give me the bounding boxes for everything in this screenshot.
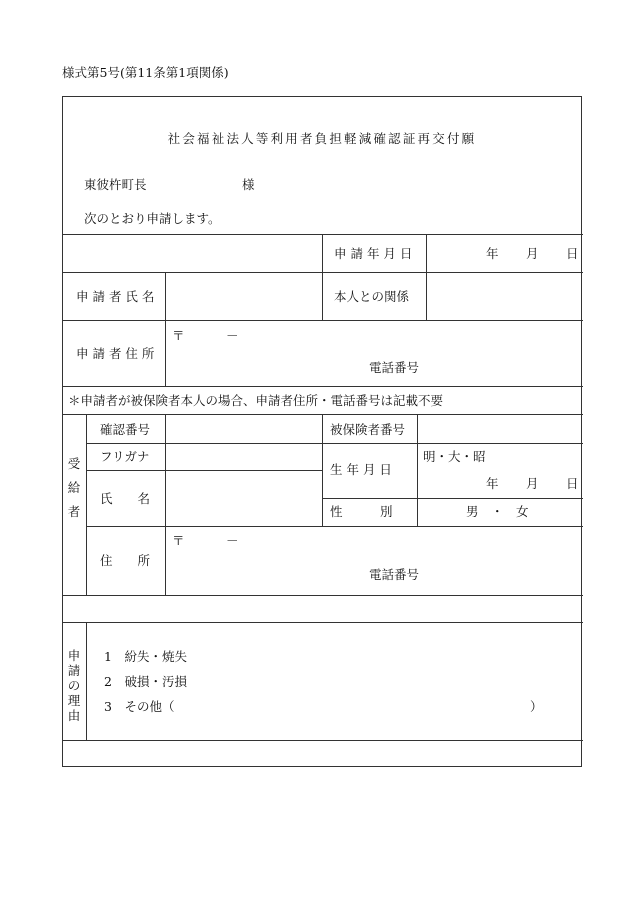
- divider: [62, 320, 583, 321]
- divider: [165, 414, 166, 595]
- divider: [322, 498, 583, 499]
- birth-date-label: 生 年 月 日: [330, 462, 392, 477]
- divider: [417, 414, 418, 526]
- relation-label: 本人との関係: [334, 289, 410, 304]
- divider: [322, 234, 323, 320]
- divider: [62, 622, 583, 623]
- divider: [86, 470, 322, 471]
- date-day-label: 日: [566, 246, 579, 261]
- divider: [86, 443, 583, 444]
- note-text: ＊申請者が被保険者本人の場合、申請者住所・電話番号は記載不要: [68, 393, 444, 408]
- addressee: 東彼杵町長: [84, 177, 147, 192]
- divider: [62, 386, 583, 387]
- applicant-address-label: 申 請 者 住 所: [76, 346, 155, 361]
- divider: [426, 234, 427, 320]
- divider: [86, 414, 87, 595]
- divider: [322, 414, 323, 526]
- recipient-address-label: 住 所: [100, 553, 151, 568]
- era-options: 明・大・昭: [423, 449, 486, 464]
- application-date-label: 申 請 年 月 日: [334, 246, 413, 261]
- reason-side-label: 申 請 の 理 由: [67, 648, 81, 723]
- reason-close-paren: ）: [530, 699, 543, 714]
- birth-year-label: 年: [486, 476, 499, 491]
- reason-option: 1 紛失・焼失: [104, 649, 187, 664]
- divider: [62, 595, 583, 596]
- divider: [86, 622, 87, 740]
- divider: [62, 740, 583, 741]
- furigana-label: フリガナ: [100, 449, 150, 464]
- divider: [165, 272, 166, 386]
- applicant-name-label: 申 請 者 氏 名: [76, 289, 155, 304]
- postal-mark: 〒: [172, 533, 185, 548]
- reason-option: 3 その他（: [104, 699, 175, 714]
- confirm-number-label: 確認番号: [100, 422, 151, 437]
- postal-dash: －: [226, 533, 239, 548]
- form-number: 様式第5号(第11条第1項関係): [62, 65, 229, 80]
- postal-dash: －: [226, 328, 239, 343]
- intro-text: 次のとおり申請します。: [84, 211, 221, 226]
- sex-options: 男 ・ 女: [466, 504, 529, 519]
- birth-day-label: 日: [566, 476, 579, 491]
- reason-option: 2 破損・汚損: [104, 674, 187, 689]
- recipient-phone-label: 電話番号: [369, 567, 420, 582]
- recipient-name-label: 氏 名: [100, 491, 151, 506]
- date-month-label: 月: [526, 246, 539, 261]
- addressee-honorific: 様: [242, 177, 255, 192]
- sex-label: 性 別: [330, 504, 393, 519]
- birth-month-label: 月: [526, 476, 539, 491]
- postal-mark: 〒: [172, 328, 185, 343]
- recipient-side-label: 受 給 者: [67, 456, 81, 519]
- applicant-phone-label: 電話番号: [369, 360, 420, 375]
- date-year-label: 年: [486, 246, 499, 261]
- form-title: 社会福祉法人等利用者負担軽減確認証再交付願: [167, 131, 477, 146]
- insured-number-label: 被保険者番号: [330, 422, 406, 437]
- divider: [86, 526, 583, 527]
